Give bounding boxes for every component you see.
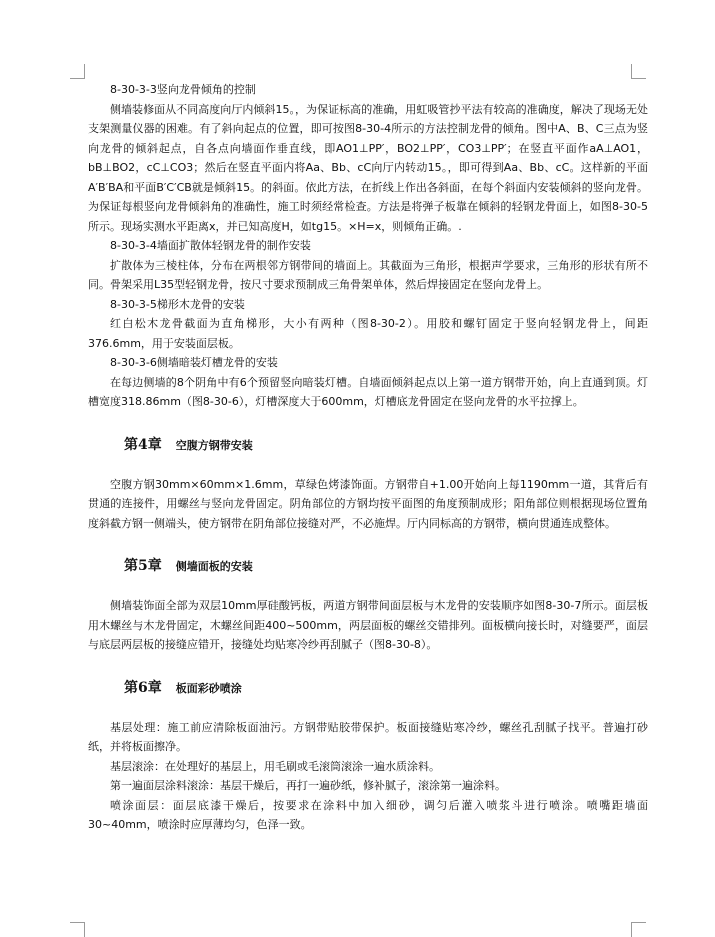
crop-mark-top-right: [631, 64, 646, 79]
section-paragraph: 扩散体为三棱柱体，分布在两根邻方钢带间的墙面上。其截面为三角形，根据声学要求，三角形的形状有所不同。骨架采用L35型轻钢龙骨，按尺寸要求预制成三角骨架单体，然后焊接固定在竖向龙骨上。: [88, 258, 648, 291]
section-paragraph: 侧墙装修面从不同高度向厅内倾斜15。，为保证标高的准确，用虹吸管抄平法有较高的准确度，解决了现场无处支架测量仪器的困难。有了斜向起点的位置，即可按图8-30-4所示的方法控制龙骨的倾角。图中A、B、C三点为竖向龙骨的倾斜起点，自各点向墙面作垂直线，即AO1⊥PP′，BO2⊥PP′，CO3⊥PP′；在竖直平面作aA⊥AO1，bB⊥BO2，cC⊥CO3；然后在竖直平面内将Aa、Bb、cC向厅内转动15。，即可得到Aa、Bb、cC。这样新的平面A′B′BA和平面B′C′CB就是倾斜15。的斜面。依此方法，在折线上作出各斜面，在每个斜面内安装倾斜的竖向龙骨。为保证每根竖向龙骨倾斜角的准确性，施工时须经常检查。方法是将弹子板靠在倾斜的轻钢龙骨面上，如图8-30-5所示。现场实测水平距离x，并已知高度H，如tg15。×H=x，则倾角正确。.: [88, 102, 648, 233]
chapter-number: 第6章: [124, 679, 162, 696]
section-heading: 8-30-3-5梯形木龙骨的安装: [110, 297, 245, 311]
chapter-number: 第4章: [124, 436, 162, 453]
chapter-line: 基层滚涂：在处理好的基层上，用毛刷或毛滚筒滚涂一遍水质涂料。: [110, 759, 440, 773]
section-heading: 8-30-3-6侧墙暗装灯槽龙骨的安装: [110, 356, 278, 369]
chapter-paragraph: 空腹方钢30mm×60mm×1.6mm，草绿色烤漆饰面。方钢带自+1.00开始向上每1190mm一道，其背后有贯通的连接件，用螺丝与竖向龙骨固定。阴角部位的方钢均按平面图的角度预制成形；阳角部位则根据现场位置角度斜截方钢一侧端头，使方钢带在阴角部位接缝对严，不必施焊。厅内同标高的方钢带，横向贯通连成整体。: [88, 477, 648, 530]
chapter-paragraph: 侧墙装饰面全部为双层10mm厚硅酸钙板，两道方钢带间面层板与木龙骨的安装顺序如图8-30-7所示。面层板用木螺丝与木龙骨固定，木螺丝间距400~500mm，两层面板的螺丝交错排列。面板横向接长时，对缝要严，面层与底层两层板的接缝应错开，接缝处均贴寒冷纱再刮腻子（图8-30-8）。: [88, 599, 648, 651]
chapter-number: 第5章: [124, 558, 162, 574]
crop-mark-top-left: [70, 64, 85, 79]
chapter-line: 第一遍面层涂料滚涂：基层干燥后，再打一遍砂纸，修补腻子，滚涂第一遍涂料。: [110, 779, 506, 792]
chapter-heading: [124, 677, 648, 697]
section-paragraph: 在每边侧墙的8个阴角中有6个预留竖向暗装灯槽。自墙面倾斜起点以上第一道方钢带开始，向上直通到顶。灯槽宽度318.86mm（图8-30-6），灯槽深度大于600mm，灯槽底龙骨固定在竖向龙骨的水平拉撑上。: [88, 375, 648, 408]
section-heading: 8-30-3-3竖向龙骨倾角的控制: [110, 83, 256, 96]
chapter-title: 侧墙面板的安装: [175, 560, 253, 573]
section-heading: 8-30-3-4墙面扩散体轻钢龙骨的制作安装: [110, 239, 311, 252]
chapter-heading: [124, 434, 648, 454]
section-paragraph: 红白松木龙骨截面为直角梯形，大小有两种（图8-30-2）。用胶和螺钉固定于竖向轻钢龙骨上，间距376.6mm，用于安装面层板。: [88, 317, 648, 350]
chapter-title: 板面彩砂喷涂: [175, 681, 242, 695]
chapter-paragraph: 喷涂面层：面层底漆干燥后，按要求在涂料中加入细砂，调匀后灌入喷浆斗进行喷涂。喷嘴距墙面30~40mm，喷涂时应厚薄均匀，色泽一致。: [88, 798, 648, 831]
chapter-heading: [124, 555, 648, 575]
document-body: [88, 80, 648, 835]
chapter-title: 空腹方钢带安装: [175, 438, 253, 452]
chapter-paragraph: 基层处理：施工前应清除板面油污。方钢带贴胶带保护。板面接缝贴寒冷纱，螺丝孔刮腻子找平。普遍打砂纸，并将板面擦净。: [88, 720, 648, 753]
